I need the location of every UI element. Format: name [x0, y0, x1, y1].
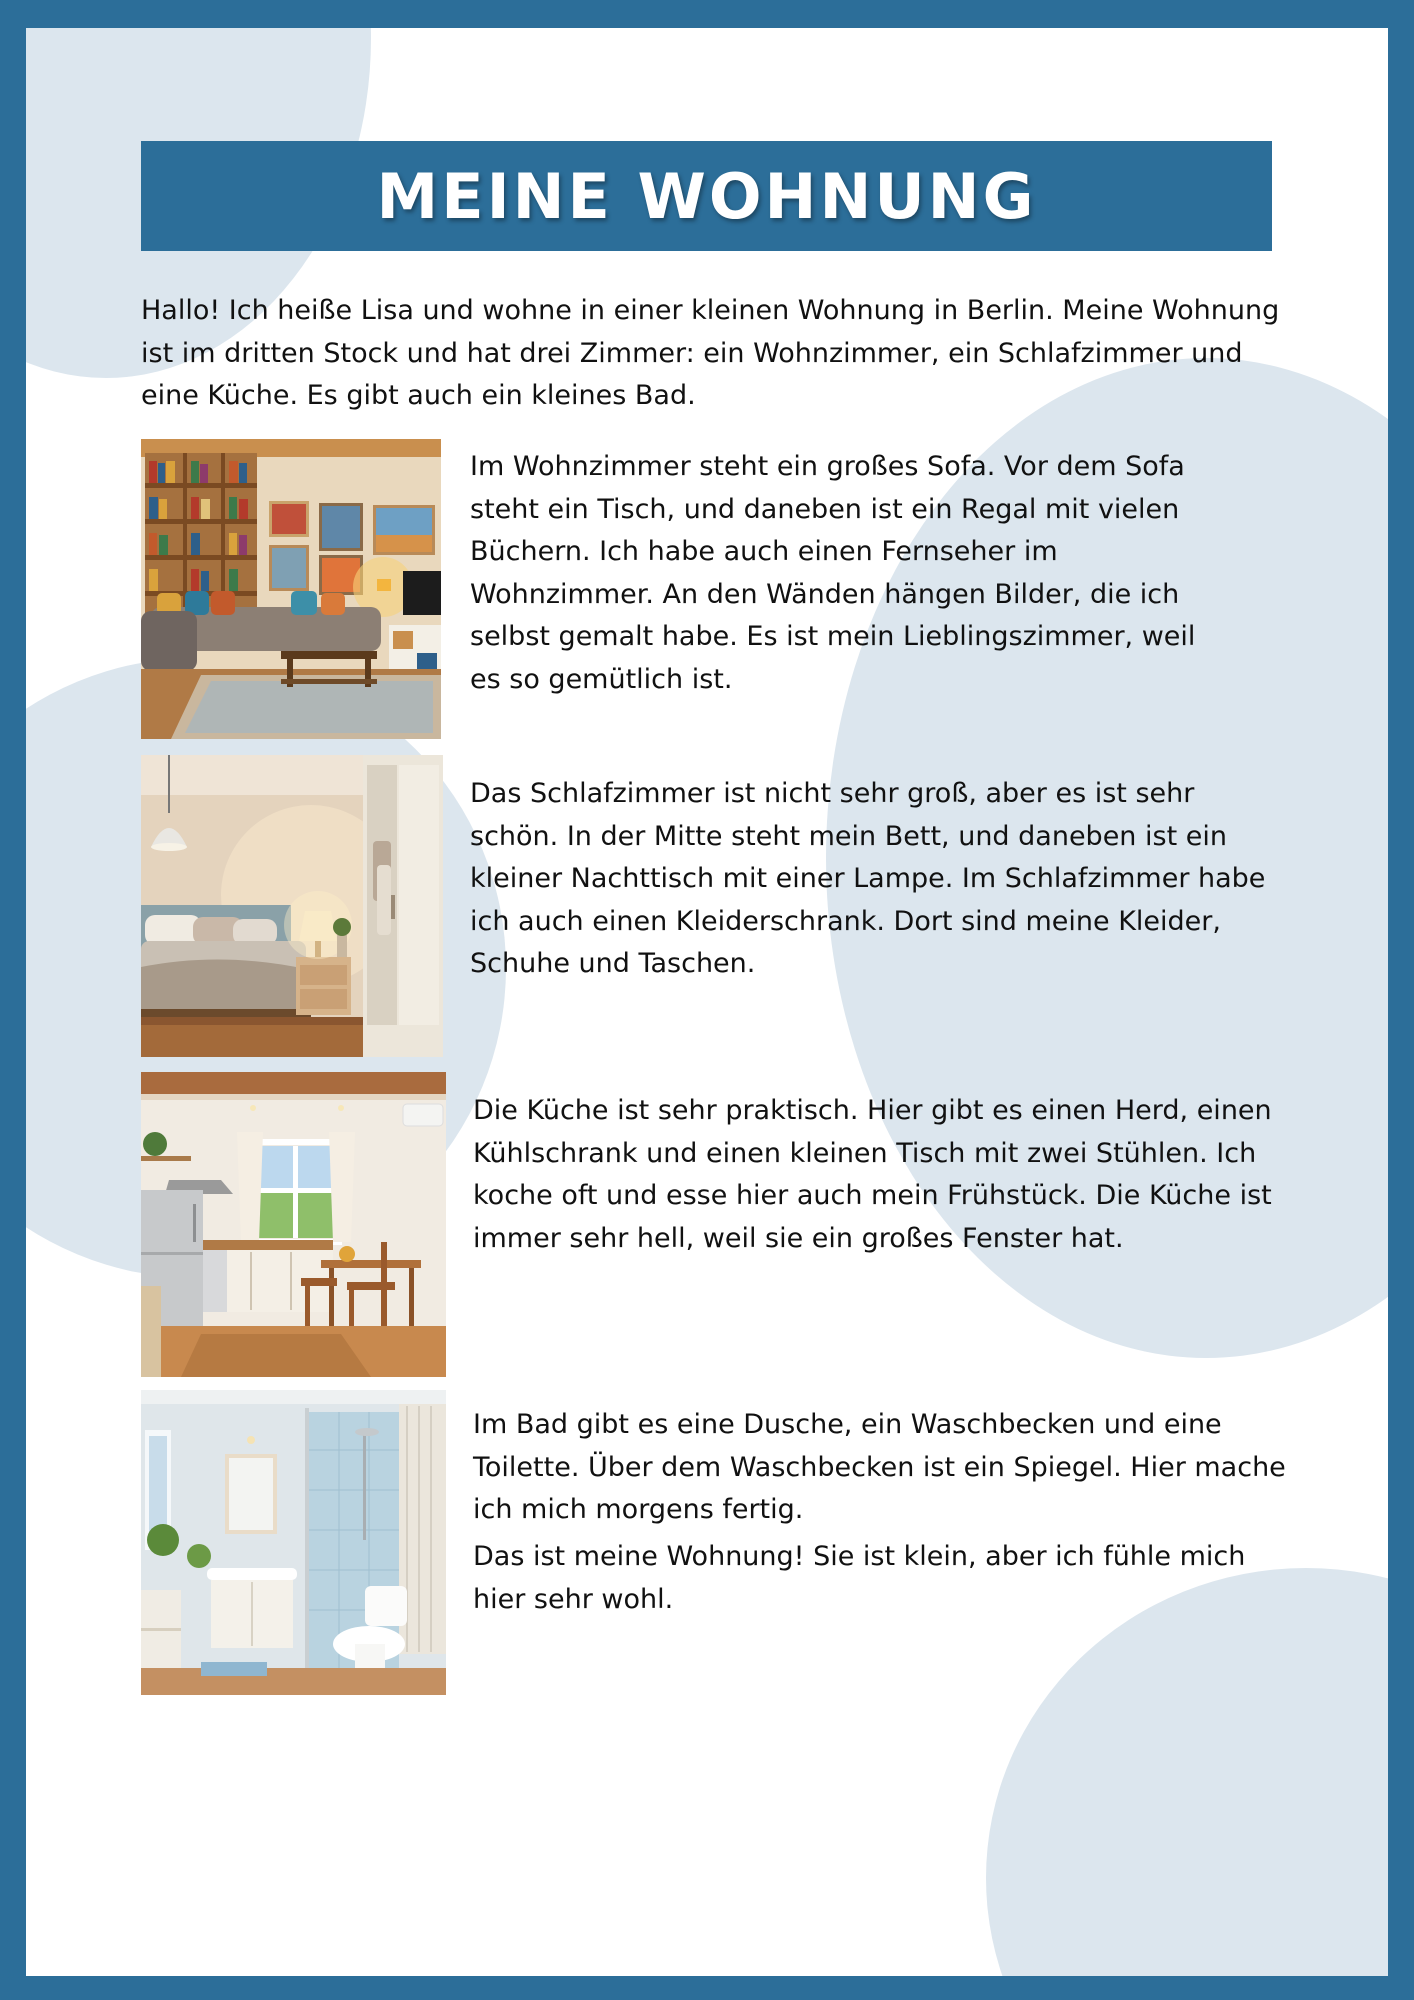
- bathroom-paragraph: Im Bad gibt es eine Dusche, ein Waschbecken und eine Toilette. Über dem Waschbecken ist ein Spiegel. Hier mache ich mich morgens fertig.: [473, 1409, 1286, 1525]
- worksheet-page: [26, 28, 1388, 1976]
- bedroom-paragraph: Das Schlafzimmer ist nicht sehr groß, aber es ist sehr schön. In der Mitte steht mein Bett, und daneben ist ein kleiner Nachttisch mit einer Lampe. Im Schlafzimmer habe ich auch einen Kleiderschrank. Dort sind meine Kleider, Schuhe und Taschen.: [470, 778, 1266, 979]
- closing-paragraph: Das ist meine Wohnung! Sie ist klein, aber ich fühle mich hier sehr wohl.: [473, 1541, 1246, 1615]
- living-room-photo: [141, 439, 441, 739]
- page-title: MEINE WOHNUNG: [376, 159, 1037, 233]
- kitchen-photo: [141, 1072, 446, 1377]
- bedroom-photo: [141, 755, 443, 1057]
- bathroom-photo: [141, 1390, 446, 1695]
- background-circle: [986, 1568, 1388, 1976]
- intro-paragraph: Hallo! Ich heiße Lisa und wohne in einer kleinen Wohnung in Berlin. Meine Wohnung ist im dritten Stock und hat drei Zimmer: ein Wohnzimmer, ein Schlafzimmer und eine Küche. Es gibt auch ein kleines Bad.: [141, 295, 1280, 411]
- kitchen-paragraph: Die Küche ist sehr praktisch. Hier gibt es einen Herd, einen Kühlschrank und einen kleinen Tisch mit zwei Stühlen. Ich koche oft und esse hier auch mein Frühstück. Die Küche ist immer sehr hell, weil sie ein großes Fenster hat.: [473, 1095, 1272, 1254]
- title-banner: [141, 141, 1272, 251]
- living-room-paragraph: Im Wohnzimmer steht ein großes Sofa. Vor dem Sofa steht ein Tisch, und daneben ist ein Regal mit vielen Büchern. Ich habe auch einen Fernseher im Wohnzimmer. An den Wänden hängen Bilder, die ich selbst gemalt habe. Es ist mein Lieblingszimmer, weil es so gemütlich ist.: [470, 451, 1196, 695]
